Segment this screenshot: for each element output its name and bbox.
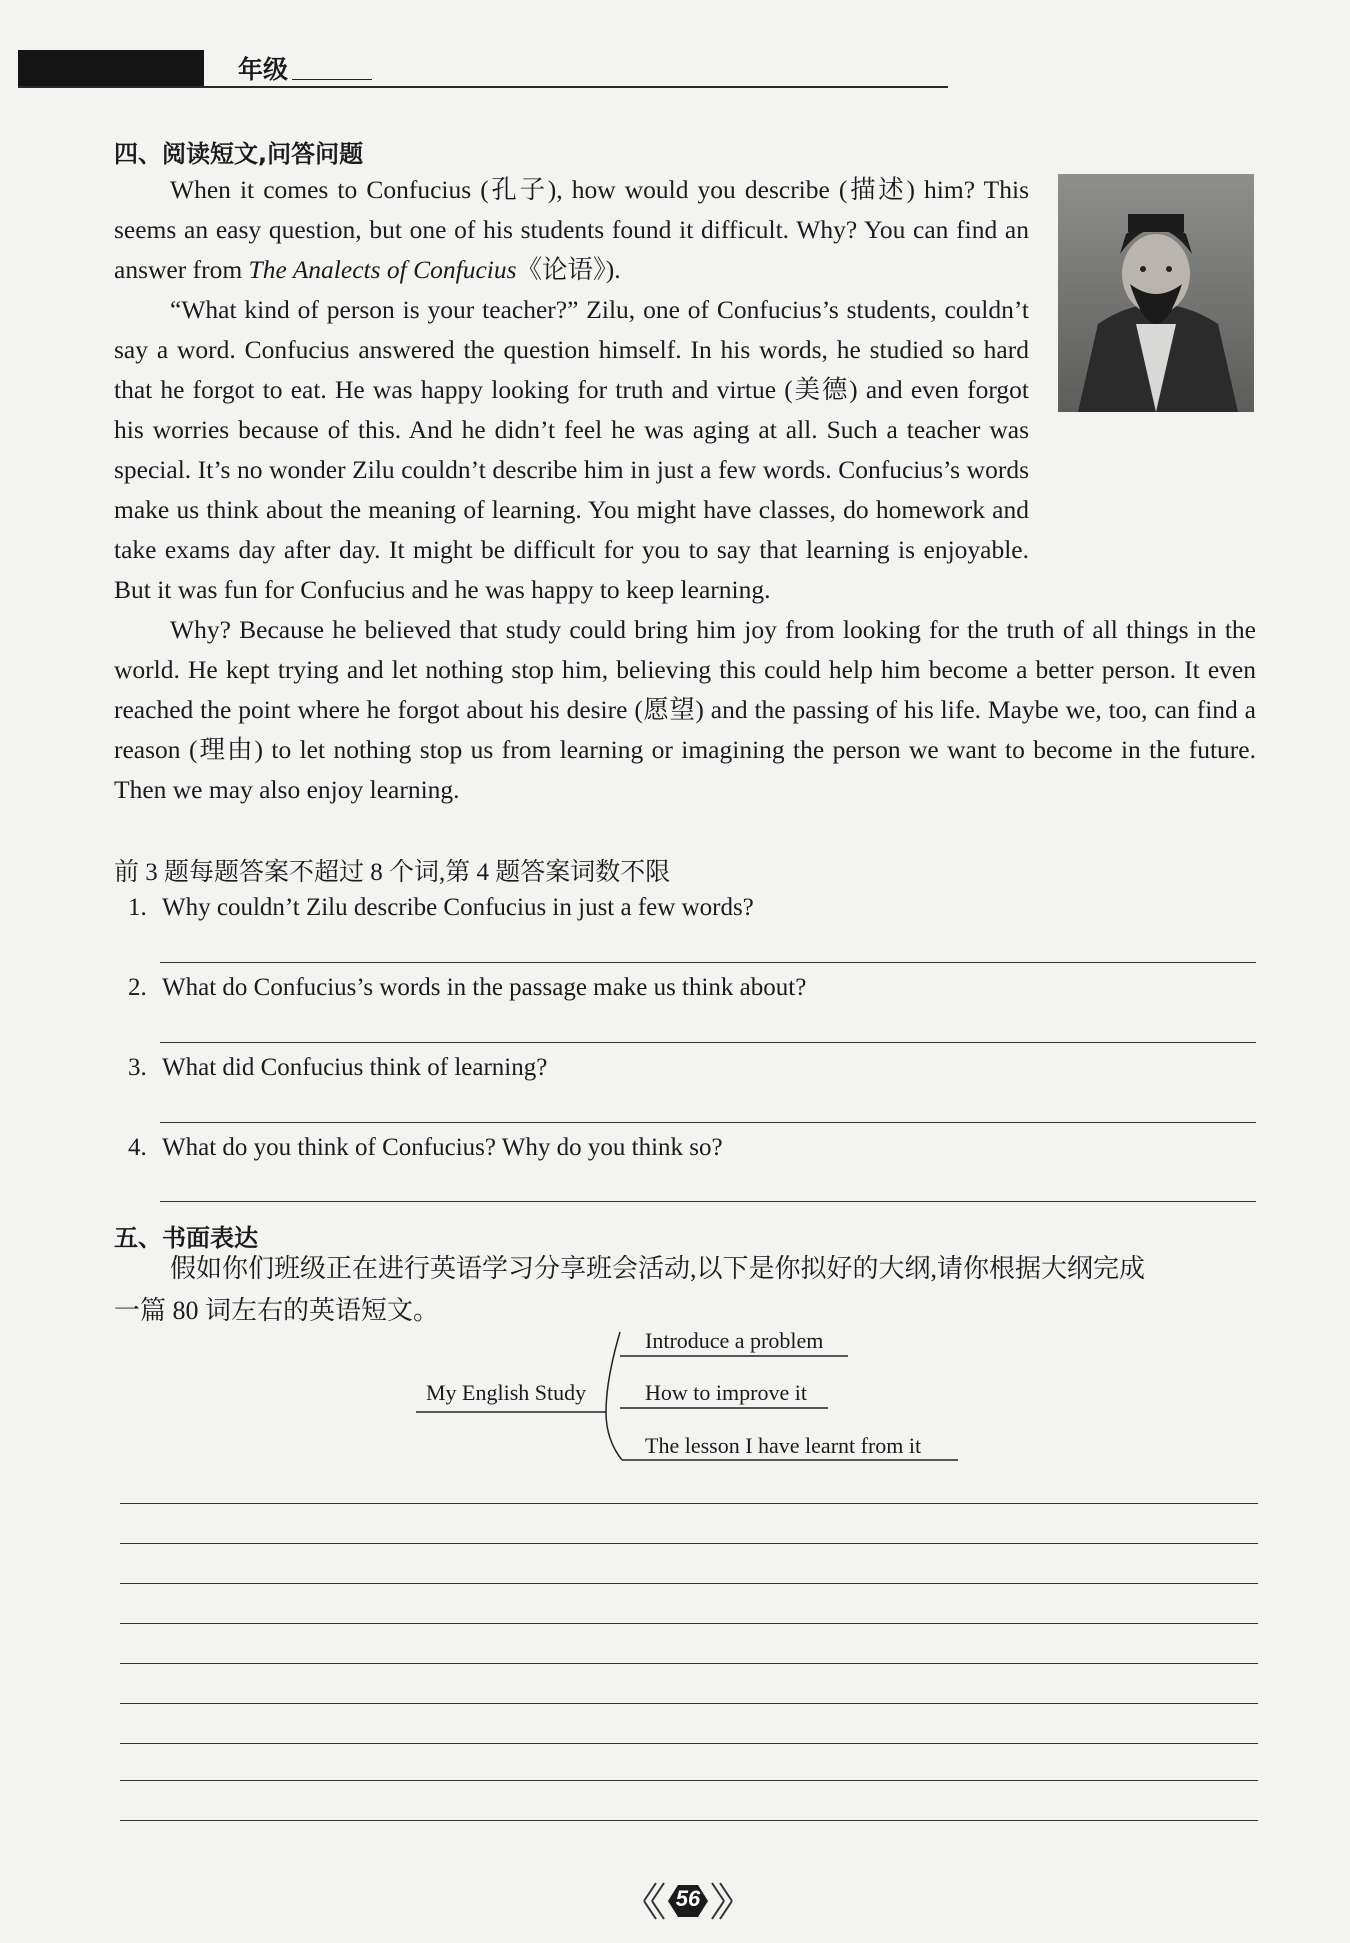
page-number: 56 bbox=[675, 1886, 701, 1911]
mindmap-root: My English Study bbox=[426, 1380, 587, 1405]
writing-line[interactable] bbox=[120, 1663, 1258, 1664]
writing-line[interactable] bbox=[120, 1703, 1258, 1704]
writing-line[interactable] bbox=[120, 1820, 1258, 1821]
writing-line[interactable] bbox=[120, 1623, 1258, 1624]
writing-line[interactable] bbox=[120, 1583, 1258, 1584]
writing-line[interactable] bbox=[120, 1543, 1258, 1544]
grade-label: 年级 bbox=[238, 55, 289, 84]
mindmap-branch-improve: How to improve it bbox=[645, 1380, 807, 1405]
mindmap-branch-lesson: The lesson I have learnt from it bbox=[645, 1433, 922, 1458]
writing-line[interactable] bbox=[120, 1503, 1258, 1504]
writing-line[interactable] bbox=[120, 1780, 1258, 1781]
paragraph-3-text: Why? Because he believed that study could bring him joy from looking for the truth of all things in the world. He kept trying and let nothing stop him, believing this could help him become a better person. It even reached the point where he forgot about his desire (愿望) and the passing of his life. Maybe we, too, can find a reason (理由) to let nothing stop us from learning or imagining the person we want to become in the future. Then we may also enjoy learning. bbox=[114, 615, 1256, 804]
mindmap-branch-problem: Introduce a problem bbox=[645, 1328, 824, 1353]
question-1: 1. Why couldn’t Zilu describe Confucius in just a few words? bbox=[128, 894, 754, 921]
question-2: 2. What do Confucius’s words in the passage make us think about? bbox=[128, 974, 807, 1001]
reading-section-title: 四、阅读短文,问答问题 bbox=[114, 140, 364, 168]
writing-section-title: 五、书面表达 bbox=[114, 1224, 258, 1252]
writing-line[interactable] bbox=[120, 1743, 1258, 1744]
page-number-badge bbox=[638, 1873, 738, 1929]
question-3: 3. What did Confucius think of learning? bbox=[128, 1054, 548, 1081]
answer-instructions: 前 3 题每题答案不超过 8 个词,第 4 题答案词数不限 bbox=[114, 859, 671, 886]
question-4: 4. What do you think of Confucius? Why do you think so? bbox=[128, 1134, 723, 1161]
book-title-cn: 《论语》). bbox=[516, 255, 621, 284]
paragraph-1-text: When it comes to Confucius (孔子), how would you describe (描述) him? This seems an easy question, but one of his students found it difficult. Why? You can find an answer from bbox=[114, 175, 1029, 284]
book-title: The Analects of Confucius bbox=[248, 255, 517, 284]
paragraph-2-text: “What kind of person is your teacher?” Zilu, one of Confucius’s students, couldn’t say a word. Confucius answered the question himself. In his words, he studied so hard that he forgot to eat. He was happy looking for truth and virtue (美德) and even forgot his worries because of this. And he didn’t feel he was aging at all. Such a teacher was special. It’s no wonder Zilu couldn’t describe him in just a few words. Confucius’s words make us think about the meaning of learning. You might have classes, do homework and take exams day after day. It might be difficult for you to say that learning is enjoyable. But it was fun for Confucius and he was happy to keep learning. bbox=[114, 295, 1029, 604]
writing-task: 假如你们班级正在进行英语学习分享班会活动,以下是你拟好的大纲,请你根据大纲完成 一篇 80 词左右的英语短文。 bbox=[114, 1254, 1146, 1325]
